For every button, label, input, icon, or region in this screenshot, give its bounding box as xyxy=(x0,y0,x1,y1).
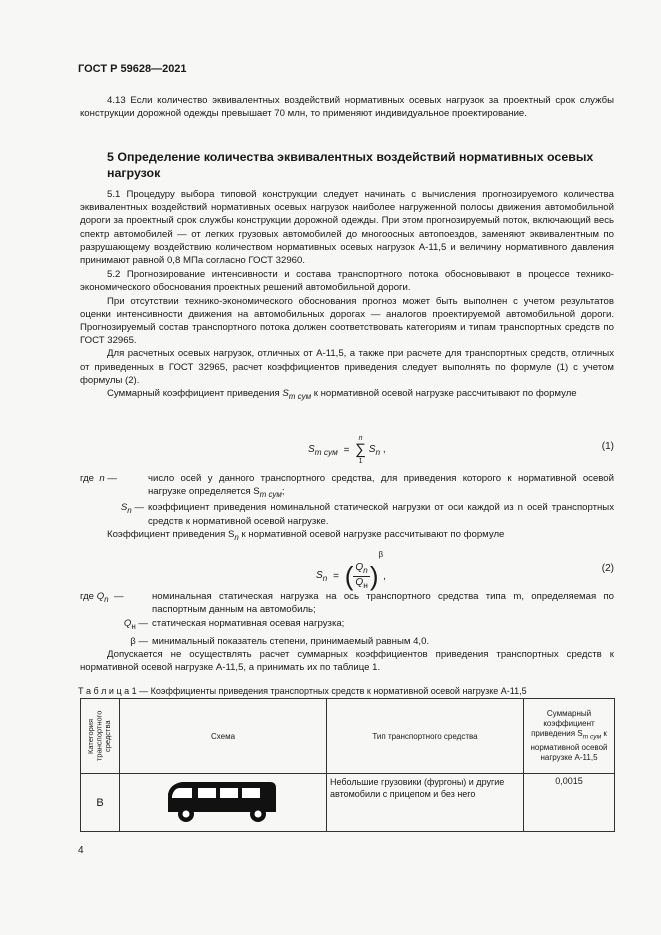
cell-category: B xyxy=(81,774,120,832)
table-header-row xyxy=(81,699,615,774)
header-coef xyxy=(524,699,615,774)
def-term: β — xyxy=(130,635,148,647)
table-row xyxy=(81,774,615,832)
qh-term: Q xyxy=(123,618,132,630)
def-desc: коэффициент приведения номинальной статической нагрузки от оси каждой из n осей транспортных средств к нормативной осевой нагрузке. xyxy=(148,502,614,527)
cell-type: Небольшие грузовики (фургоны) и другие автомобили с прицепом и без него xyxy=(327,774,524,832)
formula-2: $S_n$ = ( $Q_n$ $Q_н$ )$^\beta$, xyxy=(316,550,386,591)
van-icon xyxy=(158,776,288,828)
sub: n xyxy=(127,506,132,516)
paragraph-5-2d xyxy=(80,387,614,403)
qn-term: Q xyxy=(96,591,105,602)
paragraph-coef xyxy=(80,528,614,544)
numerator: Q xyxy=(355,561,364,573)
last-paragraph xyxy=(80,648,614,674)
def-beta xyxy=(80,635,614,648)
formula-lhs-sub: n xyxy=(322,572,328,583)
def-term xyxy=(80,472,148,501)
def-desc: число осей у данного транспортного средства, для приведения которого к нормативной осевой нагрузке определяется $S_{m сум}$; xyxy=(148,473,614,500)
sub: m сум xyxy=(582,733,602,741)
definitions-1 xyxy=(80,472,614,528)
formula-tail: , xyxy=(382,443,386,455)
formula-lhs-sub: m сум xyxy=(314,446,338,457)
def-desc: минимальный показатель степени, принимаемый равным 4,0. xyxy=(152,635,430,647)
fraction xyxy=(353,562,369,591)
text-span: число осей у данного транспортного средства, для приведения которого к нормативной осевой нагрузке определяется S xyxy=(148,473,614,498)
formula-lhs: S xyxy=(308,443,315,455)
text-span: Суммарный коэффициент приведения xyxy=(107,388,283,400)
def-n xyxy=(80,472,614,501)
section-5 xyxy=(80,150,614,181)
paragraph-5-2b: При отсутствии технико-экономического обоснования прогноз может быть выполнен с учетом результатов оценки интенсивности движения на автомобильных дорогах — аналогов проектируемой автомобильной дороги. Прогнозируемый состав транспортного потока должен соответствовать категориям и типам транспортных средств по ГОСТ 32965. xyxy=(80,295,614,347)
cell-scheme xyxy=(120,774,327,832)
def-term xyxy=(80,501,148,527)
section-5-body xyxy=(80,188,614,403)
coef-paragraph xyxy=(80,528,614,544)
formula-1-number: (1) xyxy=(601,441,614,452)
def-qh xyxy=(80,617,614,633)
formula-2-number: (2) xyxy=(601,563,614,574)
sub: n xyxy=(363,564,368,575)
definitions-2 xyxy=(80,590,614,648)
table-caption: Т а б л и ц а 1 — Коэффициенты приведения транспортных средств к нормативной осевой нагрузке А-11,5 xyxy=(78,686,527,696)
sum-bottom: 1 xyxy=(358,458,363,465)
section-heading: 5 Определение количества эквивалентных воздействий нормативных осевых нагрузок xyxy=(107,150,594,180)
header-category xyxy=(81,699,120,774)
formula-1 xyxy=(308,434,386,466)
symbol-s: S xyxy=(282,388,289,400)
sub: н xyxy=(363,579,368,590)
formula-eq: = xyxy=(343,444,350,456)
formula-lhs: S xyxy=(316,569,323,581)
sub: n xyxy=(234,532,239,542)
header-text: Категория транспортного средства xyxy=(86,710,113,762)
text-span: к нормативной осевой нагрузке рассчитывают по формуле xyxy=(238,529,505,540)
header-scheme: Схема xyxy=(120,699,327,774)
def-desc: номинальная статическая нагрузка на ось транспортного средства типа m, определяемая по паспортным данным на автомобиль; xyxy=(152,591,614,616)
sum-top: n xyxy=(358,435,363,442)
page-number: 4 xyxy=(78,845,84,856)
def-sn xyxy=(80,501,614,527)
paragraph-4-13: 4.13 Если количество эквивалентных воздействий нормативных осевых нагрузок за проектный срок службы конструкции дорожной одежды превышает 70 млн, то применяют индивидуальное проектирование. xyxy=(80,95,614,120)
sub: n xyxy=(104,594,109,604)
denominator: Q xyxy=(355,576,364,588)
exponent: β xyxy=(378,550,384,559)
n-term: n — xyxy=(99,473,117,484)
sn-term: S xyxy=(120,502,128,514)
where-label: где xyxy=(80,591,95,602)
paragraph-5-1: 5.1 Процедуру выбора типовой конструкции следует начинать с вычисления прогнозируемого количества эквивалентных воздействий нормативных осевых нагрузок наиболее нагруженной полосы движения автомобильной дороги за проектный срок службы конструкции дорожной одежды. При этом прогнозируемый поток, включающий весь спектр автомобилей — от легких грузовых автомобилей до многоосных автопоездов, заменяют эквивалентным по разрушающему воздействию количеством нормативных осевых нагрузок А-11,5 и величину нормативного давления принимают равной 0,8 МПа согласно ГОСТ 32960. xyxy=(80,189,614,267)
def-term: $Q_н$ — xyxy=(123,618,148,632)
clause-4-13 xyxy=(80,94,614,120)
formula-tail: , xyxy=(383,570,386,582)
formula-rhs: S xyxy=(368,443,376,455)
table-1 xyxy=(80,698,615,832)
symbol-sub: m сум xyxy=(288,391,312,401)
document-header: ГОСТ Р 59628—2021 xyxy=(78,63,187,75)
sum-operator: n ∑ 1 xyxy=(355,435,366,465)
header-type: Тип транспортного средства xyxy=(327,699,524,774)
sub: н xyxy=(131,622,136,632)
def-desc: статическая нормативная осевая нагрузка; xyxy=(152,618,345,630)
formula-eq: = xyxy=(333,570,339,582)
paragraph-5-2a: 5.2 Прогнозирование интенсивности и состава транспортного потока обосновывают в процессе технико-экономического обоснования проектных решений автомобильной дороги. xyxy=(80,269,614,294)
text-span: Коэффициент приведения S xyxy=(107,529,235,540)
def-term: где $Q_n$ — xyxy=(80,591,124,604)
paragraph-last: Допускается не осуществлять расчет суммарных коэффициентов приведения транспортных средств к нормативной осевой нагрузке А-11,5, а принимать их по таблице 1. xyxy=(80,649,614,674)
dash: — xyxy=(131,502,144,514)
where-label: где xyxy=(80,473,95,484)
text-span: к нормативной осевой нагрузке рассчитывают по формуле xyxy=(311,388,577,400)
def-qn xyxy=(80,590,614,616)
formula-rhs-sub: n xyxy=(375,446,381,457)
paragraph-5-2c: Для расчетных осевых нагрузок, отличных от А-11,5, а также при расчете для транспортных средств, отличных от приведенных в ГОСТ 32965, расчет коэффициентов приведения следует выполнять по формуле (1) с учетом формулы (2). xyxy=(80,348,614,386)
sub: m сум xyxy=(259,490,282,500)
cell-value: 0,0015 xyxy=(524,774,615,832)
text-span: к нормативной осевой нагрузке А-11,5 xyxy=(530,729,608,762)
text-span: Суммарный коэффициент приведения S xyxy=(531,709,595,739)
